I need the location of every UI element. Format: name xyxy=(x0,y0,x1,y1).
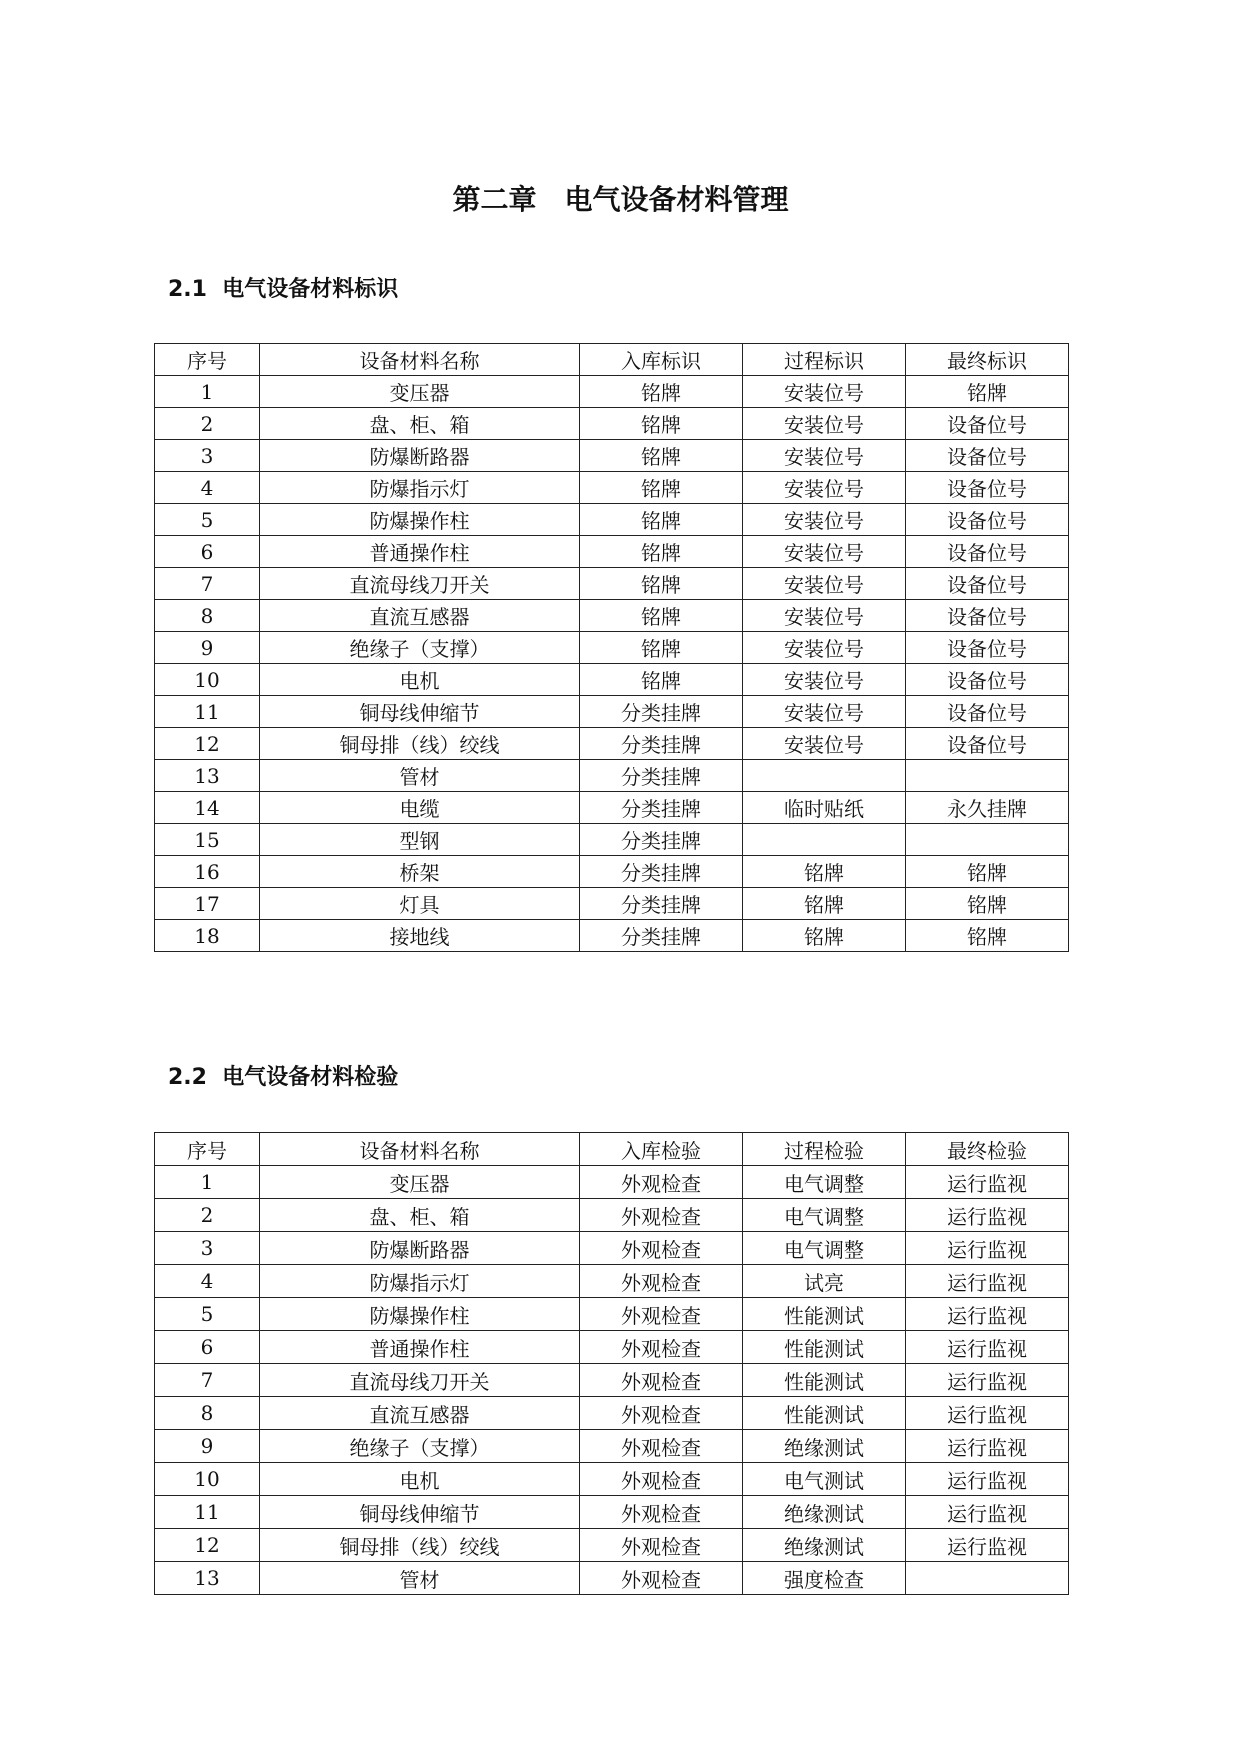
table-cell: 设备位号 xyxy=(906,408,1069,440)
table-cell: 安装位号 xyxy=(743,568,906,600)
table-row xyxy=(155,568,1069,600)
table-cell: 13 xyxy=(155,760,260,792)
table-cell: 电气调整 xyxy=(743,1232,906,1265)
table-cell: 5 xyxy=(155,1298,260,1331)
table-cell: 铭牌 xyxy=(906,888,1069,920)
table-cell: 型钢 xyxy=(260,824,580,856)
table-cell: 试亮 xyxy=(743,1265,906,1298)
table-cell: 运行监视 xyxy=(906,1529,1069,1562)
table-cell: 3 xyxy=(155,440,260,472)
table-cell: 分类挂牌 xyxy=(580,920,743,952)
table-cell: 安装位号 xyxy=(743,536,906,568)
table-cell: 设备位号 xyxy=(906,664,1069,696)
table-cell: 变压器 xyxy=(260,1166,580,1199)
table-cell: 9 xyxy=(155,1430,260,1463)
table-row xyxy=(155,792,1069,824)
table-cell: 绝缘测试 xyxy=(743,1529,906,1562)
table-cell: 电气调整 xyxy=(743,1199,906,1232)
table-cell: 8 xyxy=(155,600,260,632)
table-cell: 安装位号 xyxy=(743,376,906,408)
table-cell: 电缆 xyxy=(260,792,580,824)
table-cell: 15 xyxy=(155,824,260,856)
table-cell: 运行监视 xyxy=(906,1298,1069,1331)
table-cell: 16 xyxy=(155,856,260,888)
table-cell: 直流互感器 xyxy=(260,1397,580,1430)
table-row xyxy=(155,376,1069,408)
table-cell: 外观检查 xyxy=(580,1166,743,1199)
table-cell: 设备位号 xyxy=(906,440,1069,472)
table-cell: 铭牌 xyxy=(580,504,743,536)
table-cell: 铭牌 xyxy=(580,376,743,408)
table-cell: 12 xyxy=(155,728,260,760)
table-cell: 安装位号 xyxy=(743,600,906,632)
table-row xyxy=(155,440,1069,472)
table-cell: 铭牌 xyxy=(580,408,743,440)
table-cell: 分类挂牌 xyxy=(580,728,743,760)
table-cell: 运行监视 xyxy=(906,1463,1069,1496)
column-header: 最终检验 xyxy=(906,1133,1069,1166)
column-header: 入库标识 xyxy=(580,344,743,376)
column-header: 入库检验 xyxy=(580,1133,743,1166)
table-cell: 分类挂牌 xyxy=(580,696,743,728)
table-row xyxy=(155,1166,1069,1199)
table-cell: 电机 xyxy=(260,1463,580,1496)
table-cell: 管材 xyxy=(260,760,580,792)
table-cell: 1 xyxy=(155,1166,260,1199)
table-row xyxy=(155,824,1069,856)
table-cell: 7 xyxy=(155,1364,260,1397)
section-title-identification: 2.1 电气设备材料标识 xyxy=(168,277,399,302)
table-cell: 铭牌 xyxy=(743,856,906,888)
column-header: 最终标识 xyxy=(906,344,1069,376)
table-cell: 性能测试 xyxy=(743,1397,906,1430)
table-cell: 6 xyxy=(155,536,260,568)
column-header: 序号 xyxy=(155,1133,260,1166)
table-cell: 电气调整 xyxy=(743,1166,906,1199)
table-cell: 盘、柜、箱 xyxy=(260,408,580,440)
inspection-table-body xyxy=(155,1166,1069,1595)
table-row xyxy=(155,664,1069,696)
table-row xyxy=(155,1331,1069,1364)
table-cell: 17 xyxy=(155,888,260,920)
table-cell: 外观检查 xyxy=(580,1529,743,1562)
table-cell: 设备位号 xyxy=(906,696,1069,728)
table-cell: 外观检查 xyxy=(580,1364,743,1397)
table-cell: 铜母排（线）绞线 xyxy=(260,1529,580,1562)
table-row xyxy=(155,1298,1069,1331)
table-cell: 10 xyxy=(155,1463,260,1496)
table-cell: 灯具 xyxy=(260,888,580,920)
table-cell: 管材 xyxy=(260,1562,580,1595)
table-cell: 外观检查 xyxy=(580,1562,743,1595)
table-cell: 性能测试 xyxy=(743,1364,906,1397)
table-cell: 普通操作柱 xyxy=(260,1331,580,1364)
table-row xyxy=(155,1265,1069,1298)
table-cell: 1 xyxy=(155,376,260,408)
table-cell: 外观检查 xyxy=(580,1331,743,1364)
table-cell: 铜母排（线）绞线 xyxy=(260,728,580,760)
table-cell: 铭牌 xyxy=(743,920,906,952)
table-row xyxy=(155,1463,1069,1496)
table-cell: 铜母线伸缩节 xyxy=(260,696,580,728)
table-cell: 5 xyxy=(155,504,260,536)
table-row xyxy=(155,760,1069,792)
table-cell: 铭牌 xyxy=(743,888,906,920)
table-cell: 铭牌 xyxy=(580,536,743,568)
table-cell: 铭牌 xyxy=(580,632,743,664)
table-cell: 安装位号 xyxy=(743,504,906,536)
table-cell: 运行监视 xyxy=(906,1364,1069,1397)
column-header: 设备材料名称 xyxy=(260,1133,580,1166)
table-cell: 防爆断路器 xyxy=(260,440,580,472)
table-cell: 电机 xyxy=(260,664,580,696)
table-cell: 铭牌 xyxy=(580,440,743,472)
table-cell: 运行监视 xyxy=(906,1199,1069,1232)
table-cell: 分类挂牌 xyxy=(580,824,743,856)
table-cell: 外观检查 xyxy=(580,1463,743,1496)
table-cell: 设备位号 xyxy=(906,728,1069,760)
table-cell: 性能测试 xyxy=(743,1298,906,1331)
table-row xyxy=(155,856,1069,888)
table-row xyxy=(155,1364,1069,1397)
table-cell: 铜母线伸缩节 xyxy=(260,1496,580,1529)
table-cell: 直流母线刀开关 xyxy=(260,1364,580,1397)
table-cell: 11 xyxy=(155,696,260,728)
table-row xyxy=(155,1199,1069,1232)
table-cell: 运行监视 xyxy=(906,1331,1069,1364)
table-cell: 运行监视 xyxy=(906,1265,1069,1298)
table-cell: 11 xyxy=(155,1496,260,1529)
table-cell xyxy=(906,760,1069,792)
table-cell: 运行监视 xyxy=(906,1430,1069,1463)
table-cell: 安装位号 xyxy=(743,408,906,440)
table-row xyxy=(155,1232,1069,1265)
table-header-row xyxy=(155,344,1069,376)
table-cell: 运行监视 xyxy=(906,1232,1069,1265)
table-cell: 铭牌 xyxy=(906,920,1069,952)
table-cell xyxy=(743,824,906,856)
table-cell: 安装位号 xyxy=(743,728,906,760)
table-cell: 铭牌 xyxy=(906,856,1069,888)
table-cell: 运行监视 xyxy=(906,1496,1069,1529)
table-cell: 直流母线刀开关 xyxy=(260,568,580,600)
column-header: 设备材料名称 xyxy=(260,344,580,376)
table-cell: 外观检查 xyxy=(580,1232,743,1265)
table-cell: 9 xyxy=(155,632,260,664)
table-row xyxy=(155,1430,1069,1463)
table-cell xyxy=(906,824,1069,856)
table-cell: 安装位号 xyxy=(743,632,906,664)
table-row xyxy=(155,504,1069,536)
identification-table-header xyxy=(155,344,1069,376)
table-cell: 安装位号 xyxy=(743,472,906,504)
table-cell: 2 xyxy=(155,408,260,440)
table-cell: 绝缘子（支撑） xyxy=(260,1430,580,1463)
table-cell: 分类挂牌 xyxy=(580,792,743,824)
table-cell: 普通操作柱 xyxy=(260,536,580,568)
table-row xyxy=(155,696,1069,728)
table-row xyxy=(155,600,1069,632)
table-cell: 盘、柜、箱 xyxy=(260,1199,580,1232)
table-cell: 安装位号 xyxy=(743,696,906,728)
table-row xyxy=(155,888,1069,920)
table-cell: 设备位号 xyxy=(906,600,1069,632)
identification-table-body xyxy=(155,376,1069,952)
table-cell: 设备位号 xyxy=(906,632,1069,664)
table-cell: 绝缘测试 xyxy=(743,1430,906,1463)
table-row xyxy=(155,536,1069,568)
table-cell xyxy=(743,760,906,792)
table-cell: 永久挂牌 xyxy=(906,792,1069,824)
table-cell: 外观检查 xyxy=(580,1430,743,1463)
table-cell: 分类挂牌 xyxy=(580,760,743,792)
table-cell: 强度检查 xyxy=(743,1562,906,1595)
table-row xyxy=(155,920,1069,952)
table-header-row xyxy=(155,1133,1069,1166)
table-row xyxy=(155,728,1069,760)
table-cell: 变压器 xyxy=(260,376,580,408)
table-cell: 3 xyxy=(155,1232,260,1265)
table-cell: 铭牌 xyxy=(580,664,743,696)
table-cell: 12 xyxy=(155,1529,260,1562)
table-cell xyxy=(906,1562,1069,1595)
table-cell: 14 xyxy=(155,792,260,824)
table-cell: 设备位号 xyxy=(906,472,1069,504)
table-cell: 18 xyxy=(155,920,260,952)
table-cell: 临时贴纸 xyxy=(743,792,906,824)
table-cell: 防爆操作柱 xyxy=(260,1298,580,1331)
column-header: 过程检验 xyxy=(743,1133,906,1166)
table-cell: 防爆指示灯 xyxy=(260,1265,580,1298)
table-cell: 10 xyxy=(155,664,260,696)
table-cell: 桥架 xyxy=(260,856,580,888)
table-row xyxy=(155,472,1069,504)
table-cell: 4 xyxy=(155,472,260,504)
table-cell: 电气测试 xyxy=(743,1463,906,1496)
table-cell: 分类挂牌 xyxy=(580,856,743,888)
table-cell: 运行监视 xyxy=(906,1397,1069,1430)
table-cell: 6 xyxy=(155,1331,260,1364)
table-cell: 外观检查 xyxy=(580,1265,743,1298)
table-cell: 铭牌 xyxy=(580,568,743,600)
table-cell: 8 xyxy=(155,1397,260,1430)
table-cell: 分类挂牌 xyxy=(580,888,743,920)
inspection-table-header xyxy=(155,1133,1069,1166)
table-row xyxy=(155,632,1069,664)
table-cell: 外观检查 xyxy=(580,1496,743,1529)
table-cell: 13 xyxy=(155,1562,260,1595)
table-cell: 2 xyxy=(155,1199,260,1232)
section-title-inspection: 2.2 电气设备材料检验 xyxy=(168,1065,399,1090)
table-cell: 接地线 xyxy=(260,920,580,952)
column-header: 序号 xyxy=(155,344,260,376)
table-cell: 4 xyxy=(155,1265,260,1298)
table-cell: 铭牌 xyxy=(906,376,1069,408)
table-cell: 防爆断路器 xyxy=(260,1232,580,1265)
table-cell: 直流互感器 xyxy=(260,600,580,632)
table-cell: 绝缘子（支撑） xyxy=(260,632,580,664)
table-cell: 铭牌 xyxy=(580,600,743,632)
table-cell: 安装位号 xyxy=(743,664,906,696)
table-cell: 防爆操作柱 xyxy=(260,504,580,536)
table-cell: 外观检查 xyxy=(580,1199,743,1232)
table-row xyxy=(155,1529,1069,1562)
table-cell: 绝缘测试 xyxy=(743,1496,906,1529)
table-cell: 性能测试 xyxy=(743,1331,906,1364)
table-cell: 外观检查 xyxy=(580,1298,743,1331)
chapter-title: 第二章 电气设备材料管理 xyxy=(452,183,789,216)
table-cell: 铭牌 xyxy=(580,472,743,504)
table-cell: 设备位号 xyxy=(906,568,1069,600)
table-cell: 外观检查 xyxy=(580,1397,743,1430)
identification-table xyxy=(154,343,1069,952)
table-cell: 防爆指示灯 xyxy=(260,472,580,504)
column-header: 过程标识 xyxy=(743,344,906,376)
table-row xyxy=(155,1397,1069,1430)
table-cell: 安装位号 xyxy=(743,440,906,472)
inspection-table xyxy=(154,1132,1069,1595)
table-cell: 运行监视 xyxy=(906,1166,1069,1199)
table-row xyxy=(155,1562,1069,1595)
table-cell: 7 xyxy=(155,568,260,600)
table-row xyxy=(155,1496,1069,1529)
table-cell: 设备位号 xyxy=(906,504,1069,536)
table-row xyxy=(155,408,1069,440)
table-cell: 设备位号 xyxy=(906,536,1069,568)
